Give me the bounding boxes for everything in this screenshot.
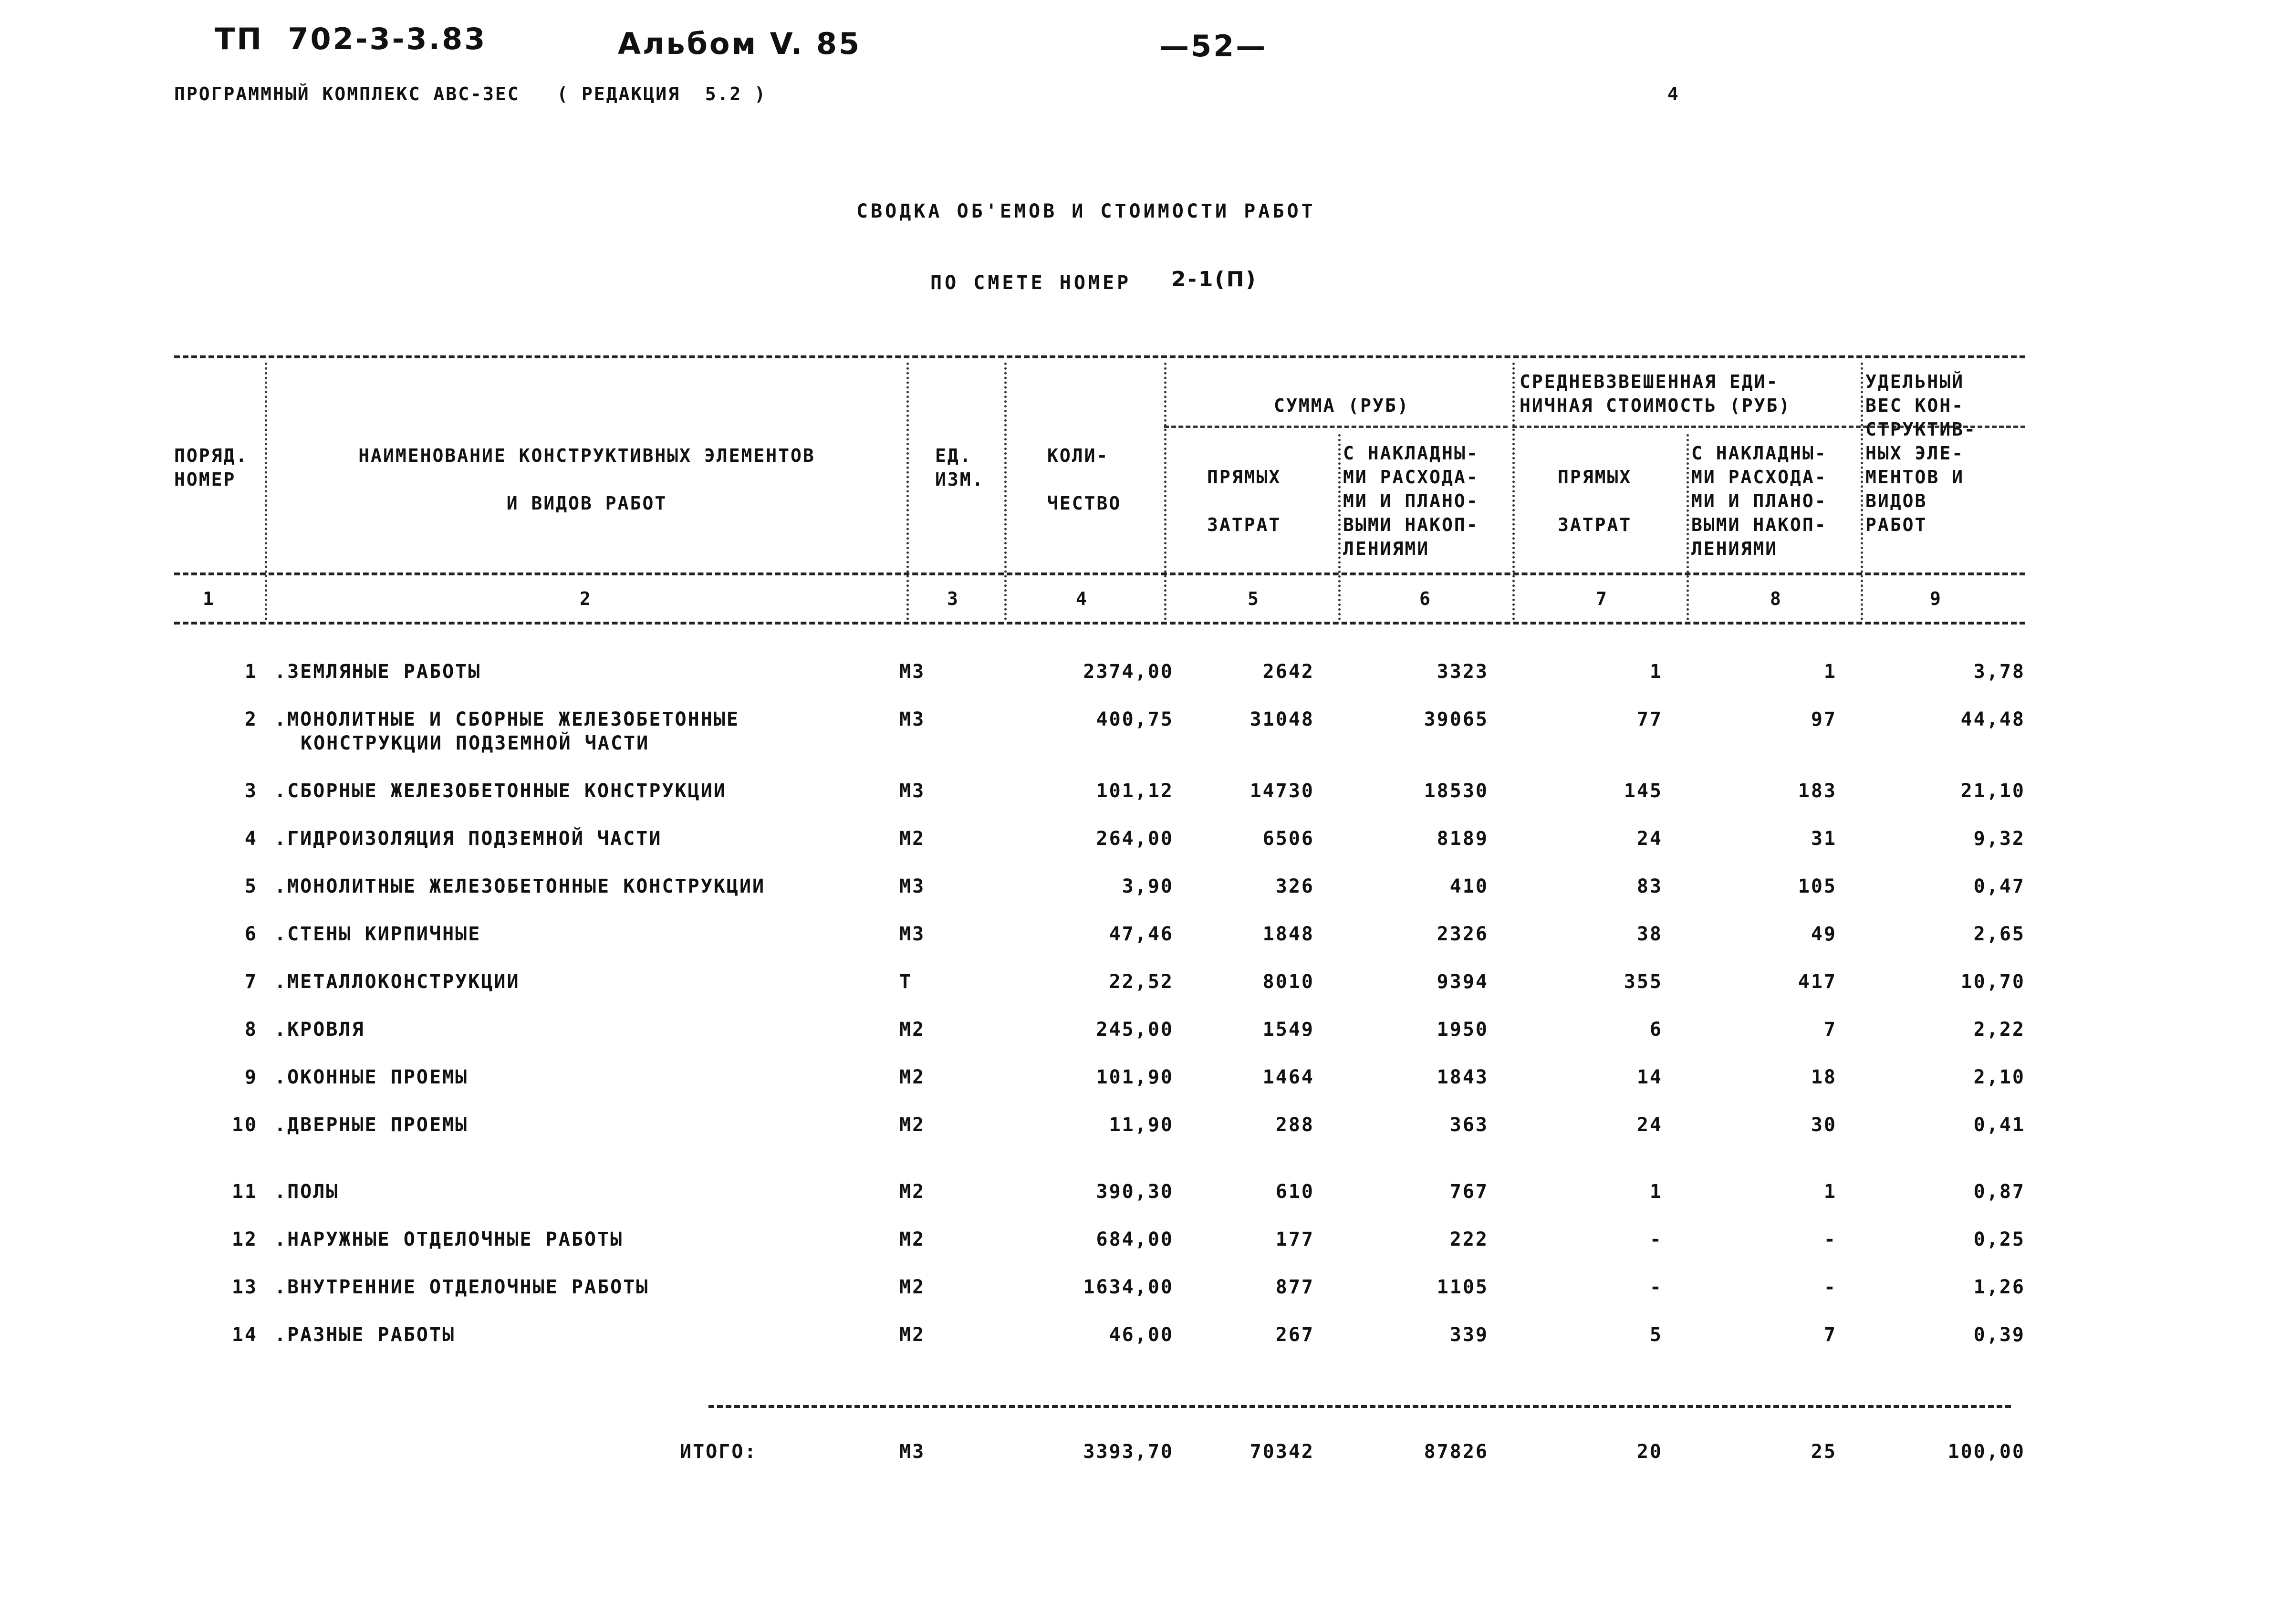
row-avg-overhead: 7	[1823, 1324, 1837, 1346]
col-divider	[1687, 434, 1689, 620]
row-unit: М2	[899, 1276, 926, 1298]
sum-group-rule	[1164, 426, 1508, 428]
row-name: .СТЕНЫ КИРПИЧНЫЕ	[274, 923, 481, 945]
row-overhead: 3323	[1437, 661, 1489, 683]
row-name: .ВНУТРЕННИЕ ОТДЕЛОЧНЫЕ РАБОТЫ	[274, 1276, 649, 1298]
row-direct: 610	[1275, 1181, 1314, 1203]
row-number: 13	[231, 1276, 258, 1298]
row-share: 21,10	[1960, 780, 2025, 802]
row-avg-direct: 6	[1649, 1019, 1663, 1041]
row-overhead: 18530	[1424, 780, 1489, 802]
table-row	[0, 1228, 2270, 1257]
row-direct: 31048	[1250, 708, 1314, 730]
row-quantity: 2374,00	[1083, 661, 1174, 683]
row-share: 2,22	[1973, 1019, 2025, 1041]
table-row	[0, 1114, 2270, 1143]
row-name: .МЕТАЛЛОКОНСТРУКЦИИ	[274, 971, 520, 993]
page-title: СВОДКА ОБ'ЕМОВ И СТОИМОСТИ РАБОТ	[856, 200, 1316, 222]
row-avg-overhead: 30	[1811, 1114, 1837, 1136]
subtitle-prefix: ПО СМЕТЕ НОМЕР	[930, 272, 1132, 294]
row-direct: 177	[1275, 1228, 1314, 1250]
col-divider	[1164, 363, 1166, 620]
total-avg-overhead: 25	[1811, 1441, 1837, 1463]
row-share: 0,87	[1973, 1181, 2025, 1203]
row-avg-overhead: 105	[1798, 875, 1837, 897]
row-avg-direct: 14	[1636, 1066, 1663, 1088]
row-name: .НАРУЖНЫЕ ОТДЕЛОЧНЫЕ РАБОТЫ	[274, 1228, 624, 1250]
row-name: .СБОРНЫЕ ЖЕЛЕЗОБЕТОННЫЕ КОНСТРУКЦИИ	[274, 780, 727, 802]
total-quantity: 3393,70	[1083, 1441, 1174, 1463]
header-avg-overhead: С НАКЛАДНЫ- МИ РАСХОДА- МИ И ПЛАНО- ВЫМИ НАКОП- ЛЕНИЯМИ	[1691, 443, 1827, 559]
row-avg-direct: 83	[1636, 875, 1663, 897]
table-row	[0, 708, 2270, 754]
header-unit: ЕД. ИЗМ.	[935, 445, 985, 490]
row-share: 0,47	[1973, 875, 2025, 897]
col-number-3: 3	[947, 588, 959, 609]
total-avg-direct: 20	[1636, 1441, 1663, 1463]
header-share: УДЕЛЬНЫЙ ВЕС КОН- СТРУКТИВ- НЫХ ЭЛЕ- МЕНТОВ И ВИДОВ РАБОТ	[1865, 371, 1977, 535]
row-share: 0,41	[1973, 1114, 2025, 1136]
row-number: 14	[231, 1324, 258, 1346]
table-row	[0, 828, 2270, 856]
row-overhead: 410	[1449, 875, 1489, 897]
row-avg-direct: 24	[1636, 1114, 1663, 1136]
row-unit: М2	[899, 828, 926, 850]
subtitle-number: 2-1(П)	[1171, 267, 1258, 291]
row-share: 44,48	[1960, 708, 2025, 730]
row-quantity: 11,90	[1109, 1114, 1174, 1136]
col-divider	[1512, 363, 1515, 620]
header-avg-direct: ПРЯМЫХ ЗАТРАТ	[1558, 467, 1632, 535]
col-number-5: 5	[1248, 588, 1260, 609]
colnum-bottom-rule	[174, 622, 2025, 625]
row-direct: 288	[1275, 1114, 1314, 1136]
row-unit: М3	[899, 661, 926, 683]
row-avg-overhead: 1	[1823, 661, 1837, 683]
table-row	[0, 1324, 2270, 1353]
row-share: 9,32	[1973, 828, 2025, 850]
row-quantity: 101,90	[1096, 1066, 1174, 1088]
header-direct-costs: ПРЯМЫХ ЗАТРАТ	[1207, 467, 1281, 535]
row-quantity: 400,75	[1096, 708, 1174, 730]
row-unit: М2	[899, 1228, 926, 1250]
corner-mark: 4	[1667, 83, 1680, 104]
table-row	[0, 923, 2270, 952]
total-label: ИТОГО:	[680, 1441, 758, 1463]
row-quantity: 3,90	[1122, 875, 1174, 897]
row-number: 12	[231, 1228, 258, 1250]
row-name: .РАЗНЫЕ РАБОТЫ	[274, 1324, 456, 1346]
row-unit: М2	[899, 1181, 926, 1203]
row-overhead: 767	[1449, 1181, 1489, 1203]
row-number: 11	[231, 1181, 258, 1203]
row-quantity: 101,12	[1096, 780, 1174, 802]
col-divider	[1004, 363, 1007, 620]
row-quantity: 684,00	[1096, 1228, 1174, 1250]
row-share: 2,10	[1973, 1066, 2025, 1088]
row-name: .КРОВЛЯ	[274, 1019, 365, 1041]
album-label: Альбом V. 85	[618, 26, 862, 61]
row-avg-overhead: 18	[1811, 1066, 1837, 1088]
row-quantity: 245,00	[1096, 1019, 1174, 1041]
row-unit: М3	[899, 708, 926, 730]
row-direct: 877	[1275, 1276, 1314, 1298]
row-name-continued: КОНСТРУКЦИИ ПОДЗЕМНОЙ ЧАСТИ	[301, 732, 650, 754]
row-avg-direct: 355	[1624, 971, 1663, 993]
row-number: 7	[244, 971, 258, 993]
col-number-7: 7	[1596, 588, 1608, 609]
row-share: 2,65	[1973, 923, 2025, 945]
total-unit: М3	[899, 1441, 926, 1463]
row-avg-direct: 5	[1649, 1324, 1663, 1346]
table-row	[0, 875, 2270, 904]
row-quantity: 390,30	[1096, 1181, 1174, 1203]
row-name: .ПОЛЫ	[274, 1181, 339, 1203]
total-share: 100,00	[1947, 1441, 2025, 1463]
row-avg-overhead: 97	[1811, 708, 1837, 730]
row-direct: 1464	[1262, 1066, 1314, 1088]
header-order-number: ПОРЯД. НОМЕР	[174, 445, 249, 490]
row-number: 10	[231, 1114, 258, 1136]
row-direct: 1549	[1262, 1019, 1314, 1041]
row-name: .МОНОЛИТНЫЕ И СБОРНЫЕ ЖЕЛЕЗОБЕТОННЫЕ	[274, 708, 739, 730]
row-overhead: 1843	[1437, 1066, 1489, 1088]
total-row	[0, 1441, 2270, 1469]
row-number: 8	[244, 1019, 258, 1041]
row-avg-direct: -	[1649, 1228, 1663, 1250]
row-avg-direct: -	[1649, 1276, 1663, 1298]
row-direct: 1848	[1262, 923, 1314, 945]
header-sum-group: СУММА (РУБ)	[1274, 395, 1410, 416]
row-overhead: 8189	[1437, 828, 1489, 850]
col-number-9: 9	[1930, 588, 1942, 609]
row-avg-overhead: 1	[1823, 1181, 1837, 1203]
row-unit: М2	[899, 1066, 926, 1088]
row-overhead: 363	[1449, 1114, 1489, 1136]
col-divider	[1338, 434, 1341, 620]
row-number: 1	[244, 661, 258, 683]
row-quantity: 47,46	[1109, 923, 1174, 945]
row-avg-direct: 1	[1649, 1181, 1663, 1203]
row-unit: Т	[899, 971, 913, 993]
row-avg-overhead: 31	[1811, 828, 1837, 850]
row-number: 5	[244, 875, 258, 897]
row-avg-direct: 38	[1636, 923, 1663, 945]
table-top-rule	[174, 355, 2025, 358]
row-name: .ОКОННЫЕ ПРОЕМЫ	[274, 1066, 469, 1088]
header-overhead-costs: С НАКЛАДНЫ- МИ РАСХОДА- МИ И ПЛАНО- ВЫМИ НАКОП- ЛЕНИЯМИ	[1343, 443, 1479, 559]
page-number: —52—	[1159, 29, 1268, 63]
header-quantity: КОЛИ- ЧЕСТВО	[1047, 445, 1122, 514]
total-overhead: 87826	[1424, 1441, 1489, 1463]
row-direct: 326	[1275, 875, 1314, 897]
table-row	[0, 1019, 2270, 1047]
row-avg-overhead: 183	[1798, 780, 1837, 802]
row-unit: М3	[899, 923, 926, 945]
header-avg-group: СРЕДНЕВЗВЕШЕННАЯ ЕДИ- НИЧНАЯ СТОИМОСТЬ (РУБ)	[1520, 371, 1791, 416]
total-separator	[708, 1405, 2011, 1408]
row-share: 1,26	[1973, 1276, 2025, 1298]
row-number: 2	[244, 708, 258, 730]
row-share: 0,25	[1973, 1228, 2025, 1250]
row-quantity: 1634,00	[1083, 1276, 1174, 1298]
col-divider	[265, 363, 267, 620]
table-row	[0, 661, 2270, 689]
row-avg-overhead: 417	[1798, 971, 1837, 993]
table-row	[0, 971, 2270, 999]
row-direct: 2642	[1262, 661, 1314, 683]
row-avg-overhead: -	[1823, 1276, 1837, 1298]
row-direct: 8010	[1262, 971, 1314, 993]
row-number: 3	[244, 780, 258, 802]
row-quantity: 264,00	[1096, 828, 1174, 850]
row-unit: М3	[899, 875, 926, 897]
row-direct: 267	[1275, 1324, 1314, 1346]
row-overhead: 222	[1449, 1228, 1489, 1250]
header-element-name: НАИМЕНОВАНИЕ КОНСТРУКТИВНЫХ ЭЛЕМЕНТОВ И ВИДОВ РАБОТ	[358, 445, 815, 514]
col-number-2: 2	[580, 588, 592, 609]
row-name: .МОНОЛИТНЫЕ ЖЕЛЕЗОБЕТОННЫЕ КОНСТРУКЦИИ	[274, 875, 766, 897]
row-overhead: 2326	[1437, 923, 1489, 945]
row-share: 10,70	[1960, 971, 2025, 993]
document-code: ТП 702-3-3.83	[215, 21, 487, 56]
row-unit: М2	[899, 1019, 926, 1041]
row-quantity: 22,52	[1109, 971, 1174, 993]
total-direct: 70342	[1250, 1441, 1314, 1463]
col-number-8: 8	[1770, 588, 1782, 609]
row-avg-overhead: 49	[1811, 923, 1837, 945]
row-quantity: 46,00	[1109, 1324, 1174, 1346]
row-name: .ГИДРОИЗОЛЯЦИЯ ПОДЗЕМНОЙ ЧАСТИ	[274, 828, 662, 850]
col-number-4: 4	[1076, 588, 1088, 609]
row-overhead: 1105	[1437, 1276, 1489, 1298]
col-divider	[1861, 363, 1863, 620]
row-number: 6	[244, 923, 258, 945]
row-avg-direct: 24	[1636, 828, 1663, 850]
program-line: ПРОГРАММНЫЙ КОМПЛЕКС АВС-3ЕС ( РЕДАКЦИЯ 5.2 )	[174, 83, 767, 104]
row-direct: 14730	[1250, 780, 1314, 802]
row-overhead: 39065	[1424, 708, 1489, 730]
row-avg-direct: 145	[1624, 780, 1663, 802]
row-overhead: 1950	[1437, 1019, 1489, 1041]
row-number: 4	[244, 828, 258, 850]
table-row	[0, 1066, 2270, 1095]
row-avg-direct: 77	[1636, 708, 1663, 730]
row-number: 9	[244, 1066, 258, 1088]
table-row	[0, 1276, 2270, 1305]
row-avg-overhead: 7	[1823, 1019, 1837, 1041]
row-avg-direct: 1	[1649, 661, 1663, 683]
col-divider	[906, 363, 909, 620]
row-unit: М2	[899, 1114, 926, 1136]
col-number-6: 6	[1419, 588, 1432, 609]
table-row	[0, 780, 2270, 809]
row-name: .ДВЕРНЫЕ ПРОЕМЫ	[274, 1114, 469, 1136]
row-overhead: 9394	[1437, 971, 1489, 993]
row-overhead: 339	[1449, 1324, 1489, 1346]
row-share: 0,39	[1973, 1324, 2025, 1346]
row-unit: М3	[899, 780, 926, 802]
row-share: 3,78	[1973, 661, 2025, 683]
table-row	[0, 1181, 2270, 1209]
row-name: .ЗЕМЛЯНЫЕ РАБОТЫ	[274, 661, 481, 683]
row-unit: М2	[899, 1324, 926, 1346]
header-bottom-rule	[174, 573, 2025, 575]
row-avg-overhead: -	[1823, 1228, 1837, 1250]
col-number-1: 1	[203, 588, 215, 609]
row-direct: 6506	[1262, 828, 1314, 850]
